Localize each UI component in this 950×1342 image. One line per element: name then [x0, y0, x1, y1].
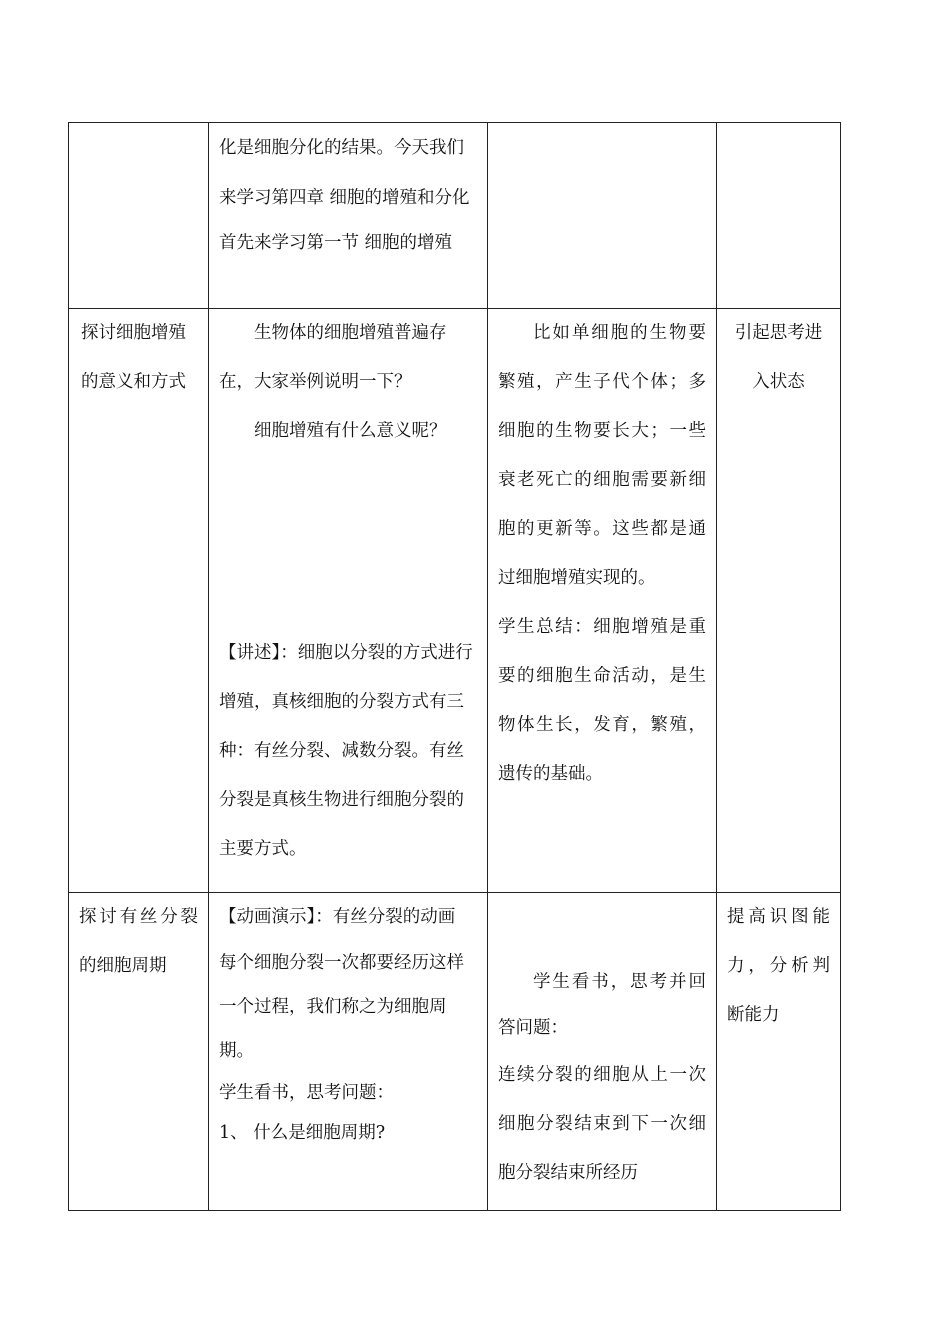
paragraph: 细胞增殖有什么意义呢？ — [254, 421, 447, 441]
topic-cell — [69, 893, 209, 1211]
paragraph: 首先来学习第一节 细胞的增殖 — [219, 233, 453, 253]
student-activity-cell — [488, 893, 717, 1211]
intent-cell — [717, 123, 841, 309]
intent-cell — [717, 309, 841, 893]
paragraph: 1、 什么是细胞周期? — [219, 1123, 386, 1143]
paragraph: 学生看书，思考问题： — [219, 1083, 394, 1103]
paragraph: 比如单细胞的生物要繁殖，产生子代个体；多细胞的生物要长大；一些衰老死亡的细胞需要新细胞的更新等。这些都是通过细胞增殖实现的。 — [498, 323, 706, 588]
table-row — [69, 309, 841, 893]
lesson-plan-table — [68, 122, 841, 1211]
student-activity-cell — [488, 123, 717, 309]
paragraph: 学生看书，思考并回答问题： — [498, 972, 706, 1038]
paragraph: 【动画演示】：有丝分裂的动画 — [219, 907, 456, 927]
paragraph: 【讲述】：细胞以分裂的方式进行增殖，真核细胞的分裂方式有三种：有丝分裂、减数分裂。有丝分裂是真核生物进行细胞分裂的主要方式。 — [219, 643, 473, 859]
topic-text: 探讨有丝分裂的细胞周期 — [79, 907, 198, 976]
student-activity-cell — [488, 309, 717, 893]
intent-text: 引起思考进入状态 — [734, 323, 823, 392]
topic-cell — [69, 123, 209, 309]
table-row — [69, 123, 841, 309]
paragraph: 化是细胞分化的结果。今天我们来学习第四章 细胞的增殖和分化 — [219, 138, 470, 208]
topic-text: 探讨细胞增殖的意义和方式 — [81, 323, 186, 392]
teacher-activity-cell — [209, 893, 488, 1211]
topic-cell — [69, 309, 209, 893]
paragraph: 生物体的细胞增殖普遍存在，大家举例说明一下？ — [219, 323, 447, 392]
paragraph: 每个细胞分裂一次都要经历这样一个过程，我们称之为细胞周期。 — [219, 953, 464, 1061]
intent-text: 提高识图能力，分析判断能力 — [727, 907, 830, 1025]
teacher-activity-cell — [209, 123, 488, 309]
paragraph: 学生总结：细胞增殖是重要的细胞生命活动，是生物体生长，发育，繁殖，遗传的基础。 — [498, 617, 706, 784]
paragraph: 连续分裂的细胞从上一次细胞分裂结束到下一次细胞分裂结束所经历 — [498, 1065, 706, 1183]
table-row — [69, 893, 841, 1211]
teacher-activity-cell — [209, 309, 488, 893]
intent-cell — [717, 893, 841, 1211]
